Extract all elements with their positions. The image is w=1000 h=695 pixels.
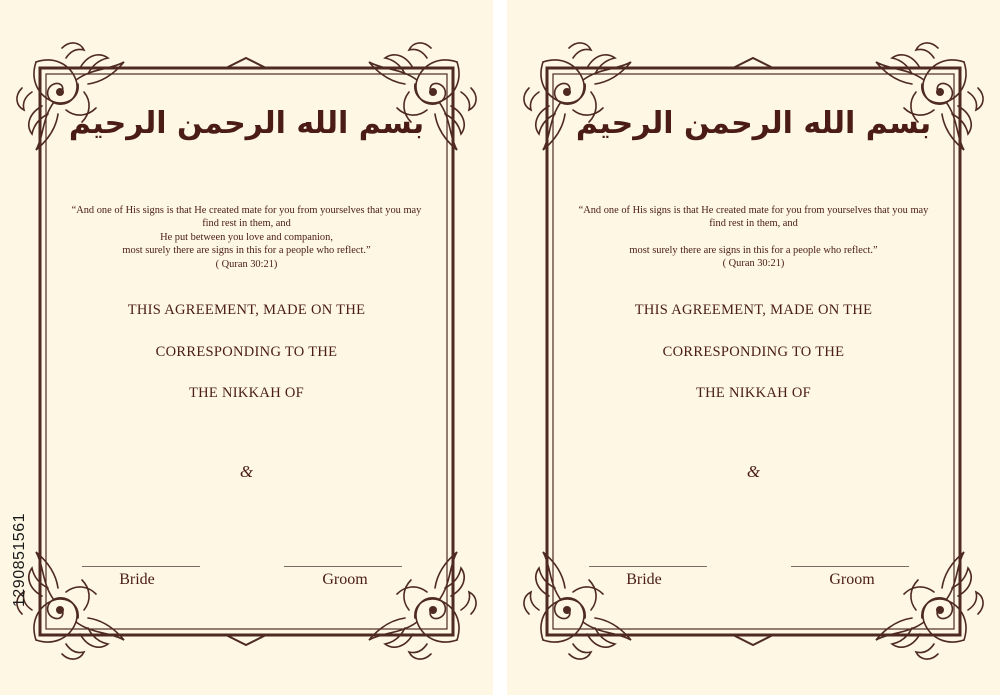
- corner-ornament: [524, 552, 631, 659]
- agreement-line-1: THIS AGREEMENT, MADE ON THE: [634, 302, 873, 318]
- ampersand: &: [239, 462, 254, 481]
- corner-ornament: [369, 552, 476, 659]
- groom-label: Groom: [322, 571, 368, 588]
- quote-line: most surely there are signs in this for a people who reflect.”: [122, 245, 371, 257]
- agreement-line-3: THE NIKKAH OF: [188, 385, 305, 401]
- quote-reference: ( Quran 30:21): [722, 258, 785, 270]
- groom-signature-line[interactable]: [791, 566, 909, 567]
- stock-image-id: [0, 440, 40, 680]
- quote-line: most surely there are signs in this for a people who reflect.”: [629, 244, 878, 256]
- agreement-line-3: THE NIKKAH OF: [695, 385, 812, 401]
- quote-line: find rest in them, and: [709, 218, 798, 230]
- certificate-page-left: [0, 0, 493, 695]
- quote-line: “And one of His signs is that He created mate for you from yourselves that you may: [71, 205, 422, 216]
- bride-signature-line[interactable]: [589, 566, 707, 567]
- quote-line: “And one of His signs is that He created mate for you from yourselves that you may: [578, 205, 929, 216]
- bride-signature-line[interactable]: [82, 566, 200, 567]
- ampersand: &: [746, 462, 761, 481]
- certificate-page-right: [507, 0, 1000, 695]
- agreement-line-2: CORRESPONDING TO THE: [155, 344, 338, 360]
- quote-line: find rest in them, and: [202, 218, 291, 230]
- groom-signature-line[interactable]: [284, 566, 402, 567]
- quran-quote: [40, 204, 453, 271]
- bride-label: Bride: [119, 571, 155, 588]
- corner-ornament: [876, 552, 983, 659]
- agreement-line-1: THIS AGREEMENT, MADE ON THE: [127, 302, 366, 318]
- quote-line: He put between you love and companion,: [160, 231, 333, 243]
- quote-reference: ( Quran 30:21): [215, 258, 278, 270]
- agreement-line-2: CORRESPONDING TO THE: [662, 344, 845, 360]
- groom-label: Groom: [829, 571, 875, 588]
- quote-line: [547, 231, 960, 244]
- bismillah-calligraphy: بسم الله الرحمن الرحيم: [575, 106, 932, 141]
- bride-label: Bride: [626, 571, 662, 588]
- quran-quote: [547, 204, 960, 271]
- bismillah-calligraphy: بسم الله الرحمن الرحيم: [68, 106, 425, 141]
- stock-image-id-text: 1290851561: [11, 513, 29, 607]
